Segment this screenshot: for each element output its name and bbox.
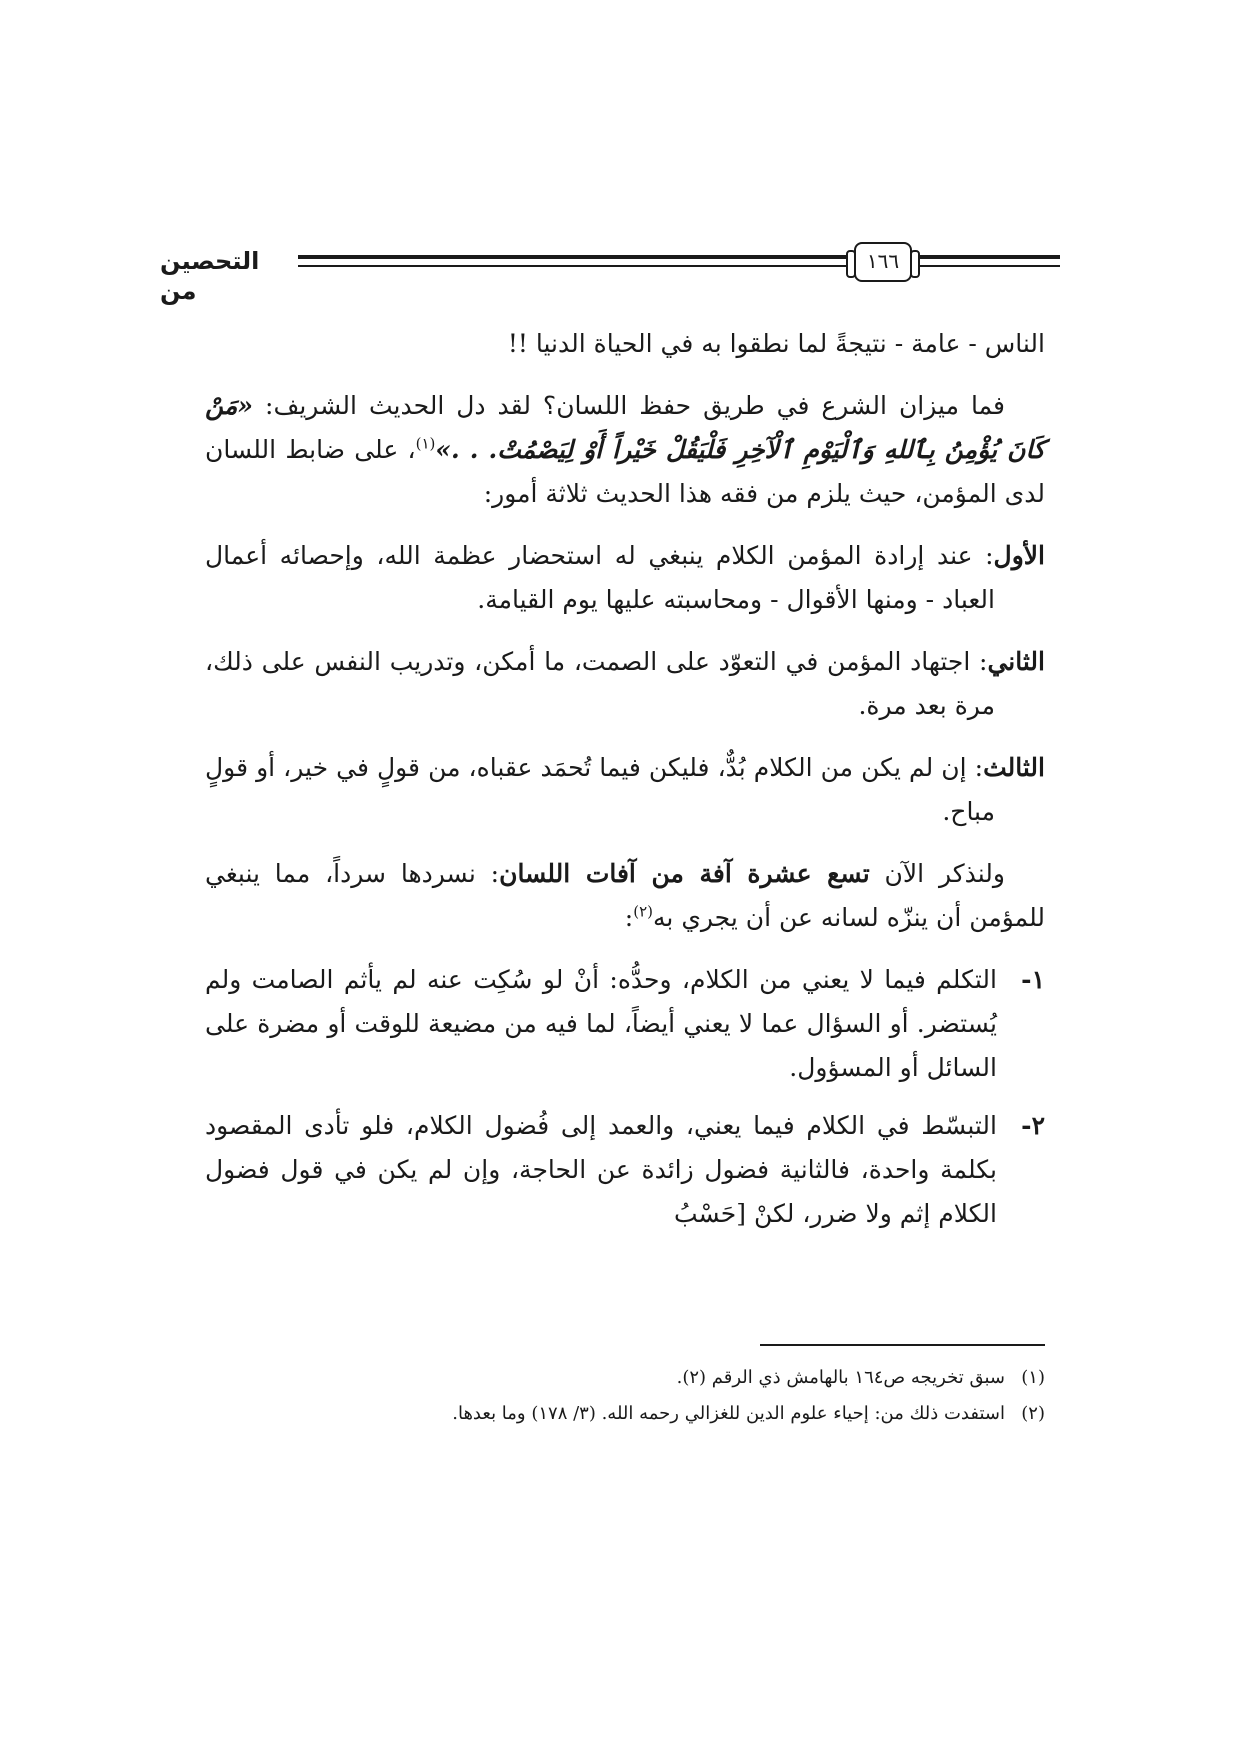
paragraph-2-intro: فما ميزان الشرع في طريق حفظ اللسان؟ لقد دل الحديث الشريف: [265, 391, 1005, 420]
paragraph-6-a: ولنذكر الآن [869, 859, 1005, 888]
page-header [160, 238, 1060, 305]
paragraph-6-c: : [624, 903, 634, 932]
list-item-1-number: ١- [1021, 965, 1045, 994]
footnote-separator [760, 1344, 1045, 1346]
paragraph-2-rest: ، على ضابط اللسان لدى المؤمن، حيث يلزم من فقه هذا الحديث ثلاثة أمور: [205, 435, 1045, 508]
paragraph-2 [205, 384, 1045, 516]
point-first-text: : عند إرادة المؤمن الكلام ينبغي له استحضار عظمة الله، وإحصائه أعمال العباد - ومنها الأقوال - ومحاسبته عليها يوم القيامة. [205, 541, 995, 614]
footnote-2-number: (٢) [1021, 1403, 1045, 1424]
list-item-1-text: التكلم فيما لا يعني من الكلام، وحدُّه: أنْ لو سُكِت عنه لم يأثم الصامت ولم يُستضر. أو السؤال عما لا يعني أيضاً، لما فيه من مضيعة للوقت أو مضرة على السائل أو المسؤول. [205, 965, 997, 1082]
point-second-label: الثاني [987, 647, 1045, 676]
paragraph-1: الناس - عامة - نتيجةً لما نطقوا به في الحياة الدنيا !! [507, 329, 1045, 358]
point-first-label: الأول [993, 541, 1045, 570]
point-third-text: : إن لم يكن من الكلام بُدٌّ، فليكن فيما تُحمَد عقباه، من قولٍ في خير، أو قولٍ مباح. [205, 753, 995, 826]
point-first [205, 534, 1045, 622]
header-rule-right [918, 255, 1060, 267]
page-number: ١٦٦ [854, 242, 912, 282]
header-rule-left [298, 255, 846, 267]
hadith-quote: «مَنْ كَانَ يُؤْمِنُ بِٱللهِ وَٱلْيَوْمِ ٱلْآخِرِ فَلْيَقُلْ خَيْراً أَوْ لِيَصْمُتْ. . .» [205, 391, 1045, 464]
footnote-1-number: (١) [1021, 1367, 1045, 1388]
paragraph-6-b: : نسردها سرداً، مما ينبغي للمؤمن أن ينزّه لسانه عن أن يجري به [205, 859, 1045, 932]
running-title: التحصين من [160, 247, 260, 305]
main-text [205, 322, 1045, 1250]
footnotes [205, 1360, 1045, 1432]
footnote-2 [205, 1396, 1045, 1432]
paragraph-6 [205, 852, 1045, 940]
point-second-text: : اجتهاد المؤمن في التعوّد على الصمت، ما أمكن، وتدريب النفس على ذلك، مرة بعد مرة. [205, 647, 995, 720]
list-item-2-number: ٢- [1021, 1111, 1045, 1140]
footnote-ref-2: (٢) [633, 902, 654, 921]
footnote-2-text: استفدت ذلك من: إحياء علوم الدين للغزالي رحمه الله. (٣/ ١٧٨) وما بعدها. [452, 1403, 1005, 1424]
footnote-ref-1: (١) [415, 434, 436, 453]
paragraph-6-bold: تسع عشرة آفة من آفات اللسان [499, 859, 870, 888]
list-item-2-text: التبسّط في الكلام فيما يعني، والعمد إلى فُضول الكلام، فلو تأدى المقصود بكلمة واحدة، فالثانية فضول زائدة عن الحاجة، وإن لم يكن في قول فضول الكلام إثم ولا ضرر، لكنْ [حَسْبُ [205, 1111, 997, 1228]
list-item-1 [205, 958, 1045, 1090]
point-second [205, 640, 1045, 728]
footnote-1 [205, 1360, 1045, 1396]
footnote-1-text: سبق تخريجه ص١٦٤ بالهامش ذي الرقم (٢). [676, 1367, 1005, 1388]
point-third-label: الثالث [983, 753, 1045, 782]
list-item-2 [205, 1104, 1045, 1236]
point-third [205, 746, 1045, 834]
